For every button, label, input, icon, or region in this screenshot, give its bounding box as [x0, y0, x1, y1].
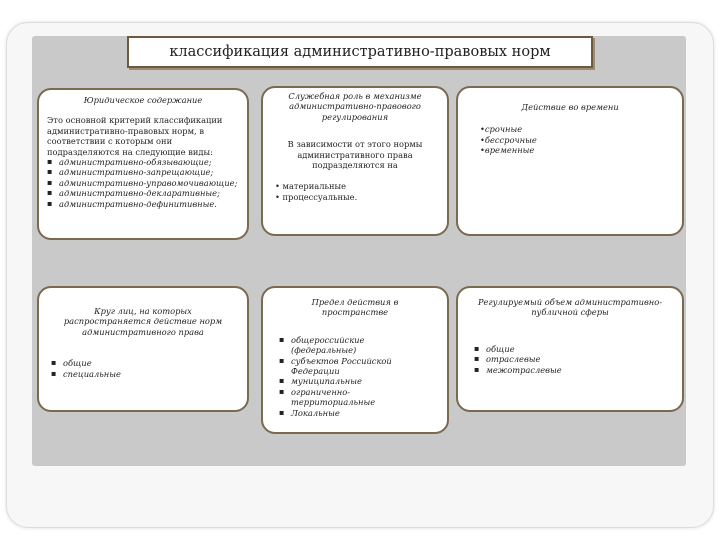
- list-item: ▪ отраслевые: [486, 354, 682, 364]
- slide-title: [127, 36, 593, 68]
- list-item: ▪ межотраслевые: [486, 365, 682, 375]
- card-heading: Юридическое содержание: [83, 95, 203, 105]
- list-item: ▪ ограниченно-территориальные: [291, 387, 407, 408]
- list-item: ▪ субъектов Российской Федерации: [291, 356, 407, 377]
- list-item: ▪ административно-дефинитивные.: [59, 199, 247, 209]
- card-time-effect: [456, 86, 684, 236]
- card-intro: Это основной критерий классификации административно-правовых норм, в соответствии с которым они подразделяются на следующие виды:: [47, 115, 223, 157]
- list-item: • материальные: [275, 181, 347, 192]
- card-legal-content: [37, 88, 249, 240]
- card-heading: Круг лиц, на которых распространяется действие норм административного права: [63, 306, 223, 337]
- card-heading: Предел действия в пространстве: [311, 297, 399, 318]
- list-item: ▪ Локальные: [291, 408, 407, 418]
- list-item: •срочные: [480, 124, 523, 135]
- card-intro: В зависимости от этого нормы административного права подразделяются на: [287, 139, 423, 171]
- card-heading: Служебная роль в механизме административно-правового регулирования: [288, 91, 422, 122]
- card-regulated-scope: [456, 286, 684, 412]
- list-item: ▪ административно-обязывающие;: [59, 157, 247, 167]
- list-item: ▪ специальные: [63, 369, 247, 379]
- card-space-limit: [261, 286, 449, 434]
- card-circle-of-persons: [37, 286, 249, 412]
- list-item: ▪ общие: [63, 358, 247, 368]
- list-item: ▪ общероссийские (федеральные): [291, 335, 407, 356]
- list-item: •бессрочные: [480, 134, 537, 145]
- card-heading: Регулируемый объем административно-публичной сферы: [477, 297, 663, 318]
- list-item: ▪ административно-запрещающие;: [59, 167, 247, 177]
- list-item: ▪ муниципальные: [291, 376, 407, 386]
- list-item: ▪ общие: [486, 344, 682, 354]
- list-item: ▪ административно-управомочивающие;: [59, 178, 247, 188]
- list-item: ▪ административно-декларативные;: [59, 188, 247, 198]
- list-item: • процессуальные.: [275, 191, 358, 202]
- list-item: •временные: [480, 145, 535, 156]
- card-heading: Действие во времени: [521, 102, 619, 112]
- card-service-role: [261, 86, 449, 236]
- slide-title-text: классификация административно-правовых норм: [169, 44, 551, 60]
